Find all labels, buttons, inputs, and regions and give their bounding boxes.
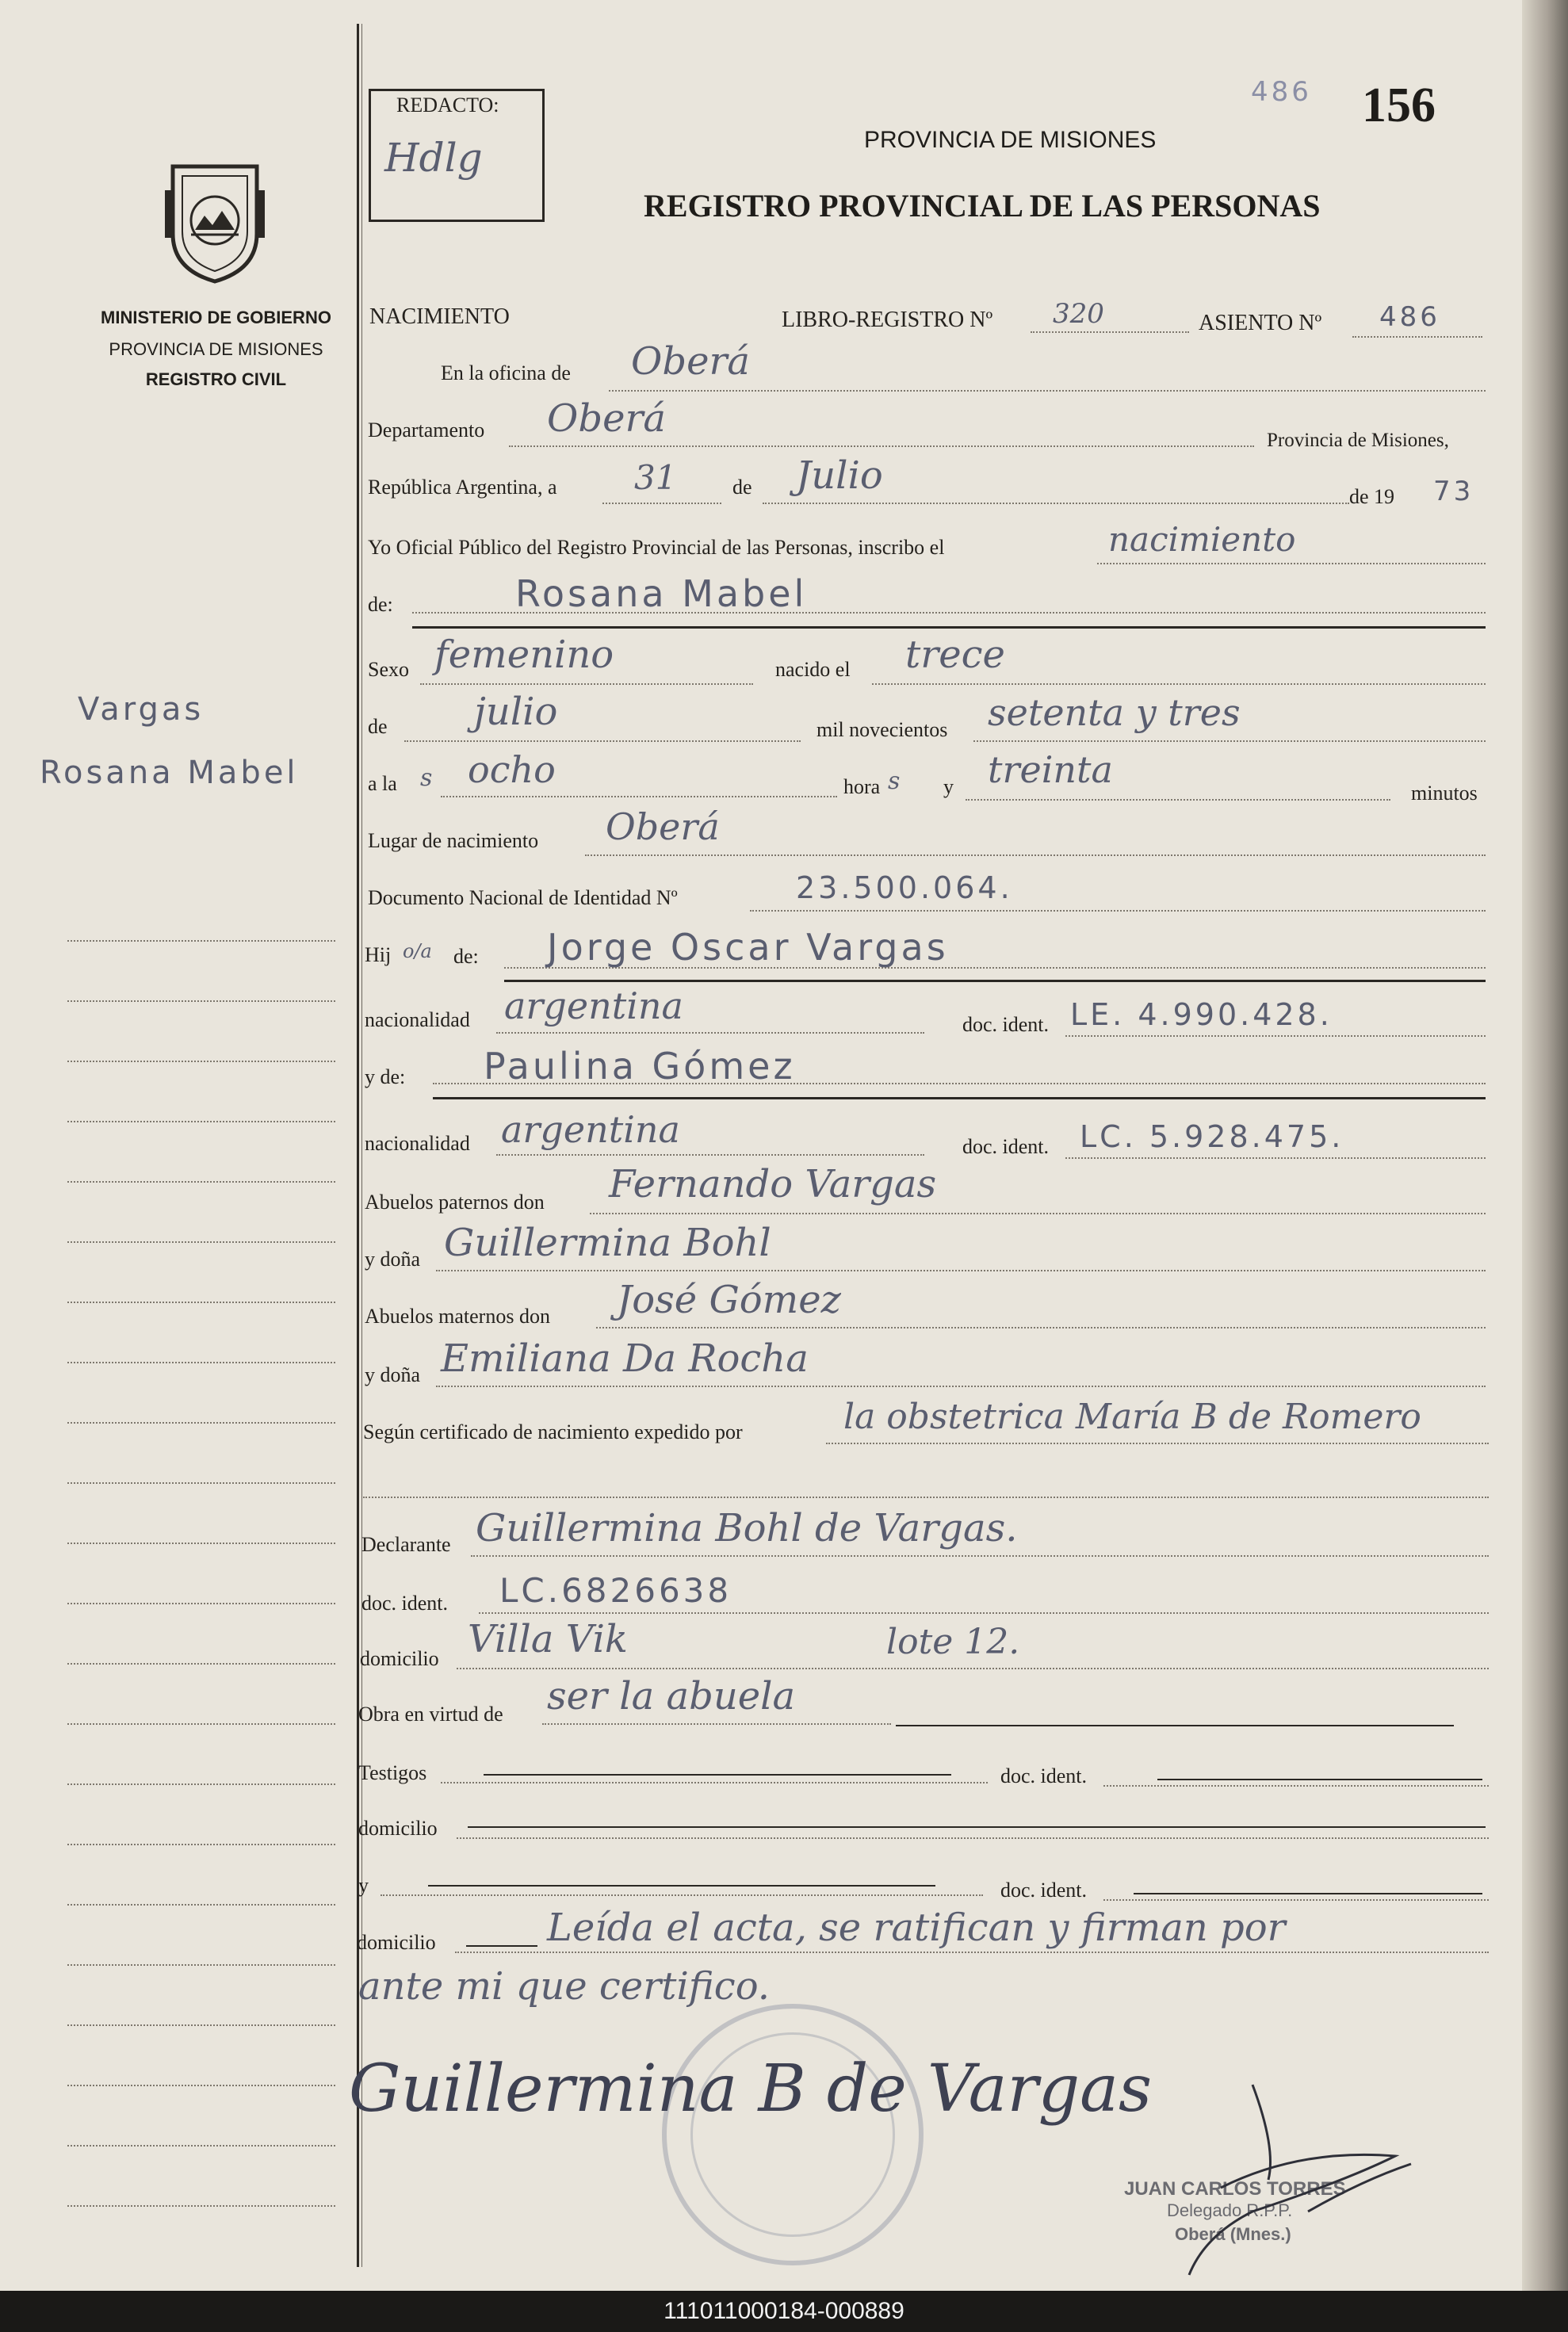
ministry-title: MINISTERIO DE GOBIERNO (101, 308, 331, 327)
declarante-doc-label: doc. ident. (361, 1592, 449, 1615)
asiento-label: ASIENTO Nº (1199, 311, 1322, 335)
testigos-domicilio-label: domicilio (358, 1817, 438, 1840)
departamento-line (509, 445, 1254, 447)
padre-nac-value: argentina (504, 984, 683, 1027)
padre-value: Jorge Oscar Vargas (547, 926, 949, 969)
margin-surname: Vargas (78, 691, 205, 728)
mes-nac-line (404, 740, 801, 742)
redacto-label: REDACTO: (396, 94, 499, 117)
testigos-rule (484, 1774, 951, 1776)
minutos-line (966, 799, 1390, 801)
hora-value: ocho (468, 748, 556, 791)
oficina-line (609, 390, 1486, 392)
dni-line (750, 910, 1486, 912)
cierre-line-1: Leída el acta, se ratifican y firman por (547, 1906, 1286, 1950)
de-label: de (732, 476, 752, 499)
hijo-label: Hij (365, 943, 392, 966)
anio-nac-line (973, 740, 1486, 742)
nacido-value: trece (905, 633, 1005, 677)
lugar-label: Lugar de nacimiento (368, 829, 539, 852)
departamento-value: Oberá (547, 396, 667, 441)
margin-line (67, 1362, 335, 1363)
margin-line (67, 1061, 335, 1062)
de2-label: de (368, 715, 388, 738)
margin-line (67, 1121, 335, 1122)
padre-nac-label: nacionalidad (365, 1008, 470, 1031)
testigos-line (441, 1782, 988, 1783)
firma-declarante: Guillermina B de Vargas (349, 2051, 1153, 2127)
margin-line (67, 2205, 335, 2207)
minutos-label: minutos (1411, 782, 1478, 805)
domicilio-label: domicilio (360, 1647, 439, 1670)
nombre-label: de: (368, 593, 393, 616)
madre-value: Paulina Gómez (484, 1045, 796, 1088)
dia-value: 31 (634, 458, 677, 497)
abuela-pat-value: Guillermina Bohl (444, 1221, 771, 1265)
padre-nac-line (496, 1032, 924, 1034)
margin-line (67, 1603, 335, 1604)
image-id-bar (0, 2291, 1568, 2332)
abuela-mat-value: Emiliana Da Rocha (441, 1336, 809, 1381)
testigos-doc-line (1103, 1785, 1489, 1787)
margin-line (67, 1482, 335, 1484)
alas-label: a la (368, 772, 397, 795)
abuelos-pat-label: Abuelos paternos don (365, 1191, 545, 1214)
margin-line (67, 2085, 335, 2086)
sexo-label: Sexo (368, 658, 409, 681)
testigos-y-label: y (358, 1874, 369, 1897)
abuela-mat-line (436, 1386, 1486, 1387)
margin-line (67, 1844, 335, 1845)
horas-suffix: s (888, 767, 901, 795)
nombre-rule (412, 626, 1486, 629)
margin-line (67, 1723, 335, 1725)
alas-suffix: s (420, 764, 433, 792)
testigos-y-line (381, 1894, 983, 1896)
oficial-lugar: Oberá (Mnes.) (1175, 2224, 1291, 2244)
margin-line (67, 1964, 335, 1966)
margin-line (67, 1904, 335, 1906)
margin-line (67, 1000, 335, 1002)
image-id: 111011000184-000889 (664, 2298, 904, 2324)
dni-value: 23.500.064. (796, 870, 1013, 905)
cierre-line-2: ante mi que certifico. (358, 1964, 770, 2009)
oficial-text: Yo Oficial Público del Registro Provincial de las Personas, inscribo el (368, 536, 945, 559)
madre-doc-label: doc. ident. (962, 1135, 1050, 1158)
abuelo-pat-value: Fernando Vargas (609, 1162, 937, 1206)
republica-label: República Argentina, a (368, 476, 557, 499)
padre-doc-label: doc. ident. (962, 1013, 1050, 1036)
abuela-mat-label: y doña (365, 1363, 421, 1386)
y-label: y (943, 775, 954, 798)
testigos-doc-rule (1157, 1779, 1482, 1780)
sexo-value: femenino (434, 633, 614, 677)
libro-label: LIBRO-REGISTRO Nº (782, 308, 993, 332)
margin-line (67, 1422, 335, 1424)
testigos-y-rule (428, 1885, 935, 1887)
sexo-line (420, 683, 753, 685)
abuelo-pat-line (590, 1213, 1486, 1214)
lugar-value: Oberá (606, 805, 720, 848)
declarante-doc-line (479, 1612, 1489, 1614)
minutos-value: treinta (988, 748, 1113, 791)
madre-rule (433, 1097, 1486, 1099)
margin-line (67, 1783, 335, 1785)
mes-line (763, 503, 1349, 504)
dni-label: Documento Nacional de Identidad Nº (368, 886, 678, 909)
obra-label: Obra en virtud de (358, 1703, 503, 1726)
madre-doc-line (1065, 1157, 1486, 1159)
certificado-label: Según certificado de nacimiento expedido por (363, 1420, 743, 1443)
lugar-line (585, 854, 1486, 856)
testigos-y-doc-label: doc. ident. (1000, 1879, 1088, 1902)
margin-line (67, 2024, 335, 2026)
oficial-cargo: Delegado R.P.P. (1167, 2200, 1293, 2220)
nacido-line (872, 683, 1486, 685)
abuelo-mat-line (596, 1327, 1486, 1328)
madre-nac-label: nacionalidad (365, 1132, 470, 1155)
margin-line (67, 940, 335, 942)
padre-doc-line (1065, 1035, 1486, 1037)
anio-nac-value: setenta y tres (988, 691, 1241, 734)
margin-line (67, 1241, 335, 1243)
testigos-domicilio-line (457, 1837, 1489, 1839)
book-edge (1522, 0, 1568, 2291)
oficina-value: Oberá (631, 339, 751, 384)
horas-label: hora (843, 775, 881, 798)
ministry-province: PROVINCIA DE MISIONES (109, 339, 323, 359)
ministry-registry: REGISTRO CIVIL (145, 369, 287, 389)
certificado-line (826, 1443, 1489, 1444)
dia-line (602, 503, 721, 504)
margin-line (67, 1302, 335, 1303)
margin-line (67, 1181, 335, 1183)
anio-label: de 19 (1349, 485, 1395, 508)
official-stamp (662, 2004, 924, 2265)
madre-doc-value: LC. 5.928.475. (1080, 1119, 1344, 1154)
abuela-pat-line (436, 1270, 1486, 1271)
hijo-de-label: de: (453, 945, 479, 968)
oficial-line (1097, 563, 1486, 564)
mes-value: Julio (796, 453, 883, 498)
testigos-domicilio2-line (455, 1952, 1489, 1953)
obra-line (542, 1723, 891, 1725)
certificado-value: la obstetrica María B de Romero (843, 1397, 1421, 1437)
provincia-suffix: Provincia de Misiones, (1267, 430, 1449, 451)
testigos-doc-label: doc. ident. (1000, 1764, 1088, 1787)
testigos-y-doc-rule (1134, 1893, 1482, 1894)
nacido-label: nacido el (775, 658, 851, 681)
mil-label: mil novecientos (817, 718, 948, 741)
declarante-label: Declarante (361, 1533, 451, 1556)
margin-line (67, 1663, 335, 1665)
declarante-doc-value: LC.6826638 (499, 1571, 732, 1610)
penciled-number: 486 (1251, 76, 1312, 108)
oficial-nombre: JUAN CARLOS TORRES (1124, 2178, 1346, 2200)
domicilio-line (457, 1668, 1489, 1669)
abuelos-mat-label: Abuelos maternos don (365, 1305, 550, 1328)
madre-nac-value: argentina (501, 1108, 680, 1151)
registry-title: REGISTRO PROVINCIAL DE LAS PERSONAS (644, 188, 1321, 224)
lote-value: lote 12. (886, 1622, 1020, 1662)
obra-rule (896, 1725, 1454, 1726)
departamento-label: Departamento (368, 419, 485, 442)
libro-value: 320 (1053, 298, 1104, 330)
act-type-label: NACIMIENTO (369, 304, 510, 329)
oficina-label: En la oficina de (441, 361, 571, 384)
margin-line (67, 2145, 335, 2147)
abuela-pat-label: y doña (365, 1248, 421, 1271)
declarante-line (471, 1555, 1489, 1557)
anio-value: 73 (1433, 476, 1474, 507)
testigos-y-doc-line (1103, 1899, 1489, 1901)
mes-nac-value: julio (474, 690, 558, 734)
certificado-line-2 (363, 1497, 1489, 1498)
hijo-suffix: o/a (403, 940, 432, 962)
officer-signature (1157, 2053, 1443, 2291)
province-heading: PROVINCIA DE MISIONES (864, 127, 1157, 153)
padre-doc-value: LE. 4.990.428. (1070, 997, 1333, 1032)
asiento-line (1352, 336, 1482, 338)
margin-line (67, 1543, 335, 1544)
page-number: 156 (1362, 78, 1436, 132)
declarante-value: Guillermina Bohl de Vargas. (476, 1506, 1018, 1550)
domicilio-value: Villa Vik (468, 1617, 629, 1661)
libro-line (1031, 331, 1189, 333)
redacto-value: Hdlg (384, 135, 483, 181)
province-seal (157, 159, 273, 285)
testigos-domicilio2-label: domicilio (357, 1931, 436, 1954)
oficial-value: nacimiento (1108, 520, 1296, 559)
madre-label: y de: (365, 1065, 406, 1088)
margin-given-names: Rosana Mabel (40, 755, 299, 791)
testigos-label: Testigos (358, 1761, 427, 1784)
obra-value: ser la abuela (547, 1674, 796, 1718)
madre-nac-line (496, 1154, 924, 1156)
hora-line (441, 796, 837, 797)
nombre-value: Rosana Mabel (515, 572, 808, 615)
testigos-domicilio2-rule (466, 1945, 537, 1947)
abuelo-mat-value: José Gómez (617, 1278, 841, 1322)
asiento-value: 486 (1379, 301, 1440, 333)
padre-rule (504, 980, 1486, 982)
testigos-domicilio-rule (468, 1826, 1486, 1828)
